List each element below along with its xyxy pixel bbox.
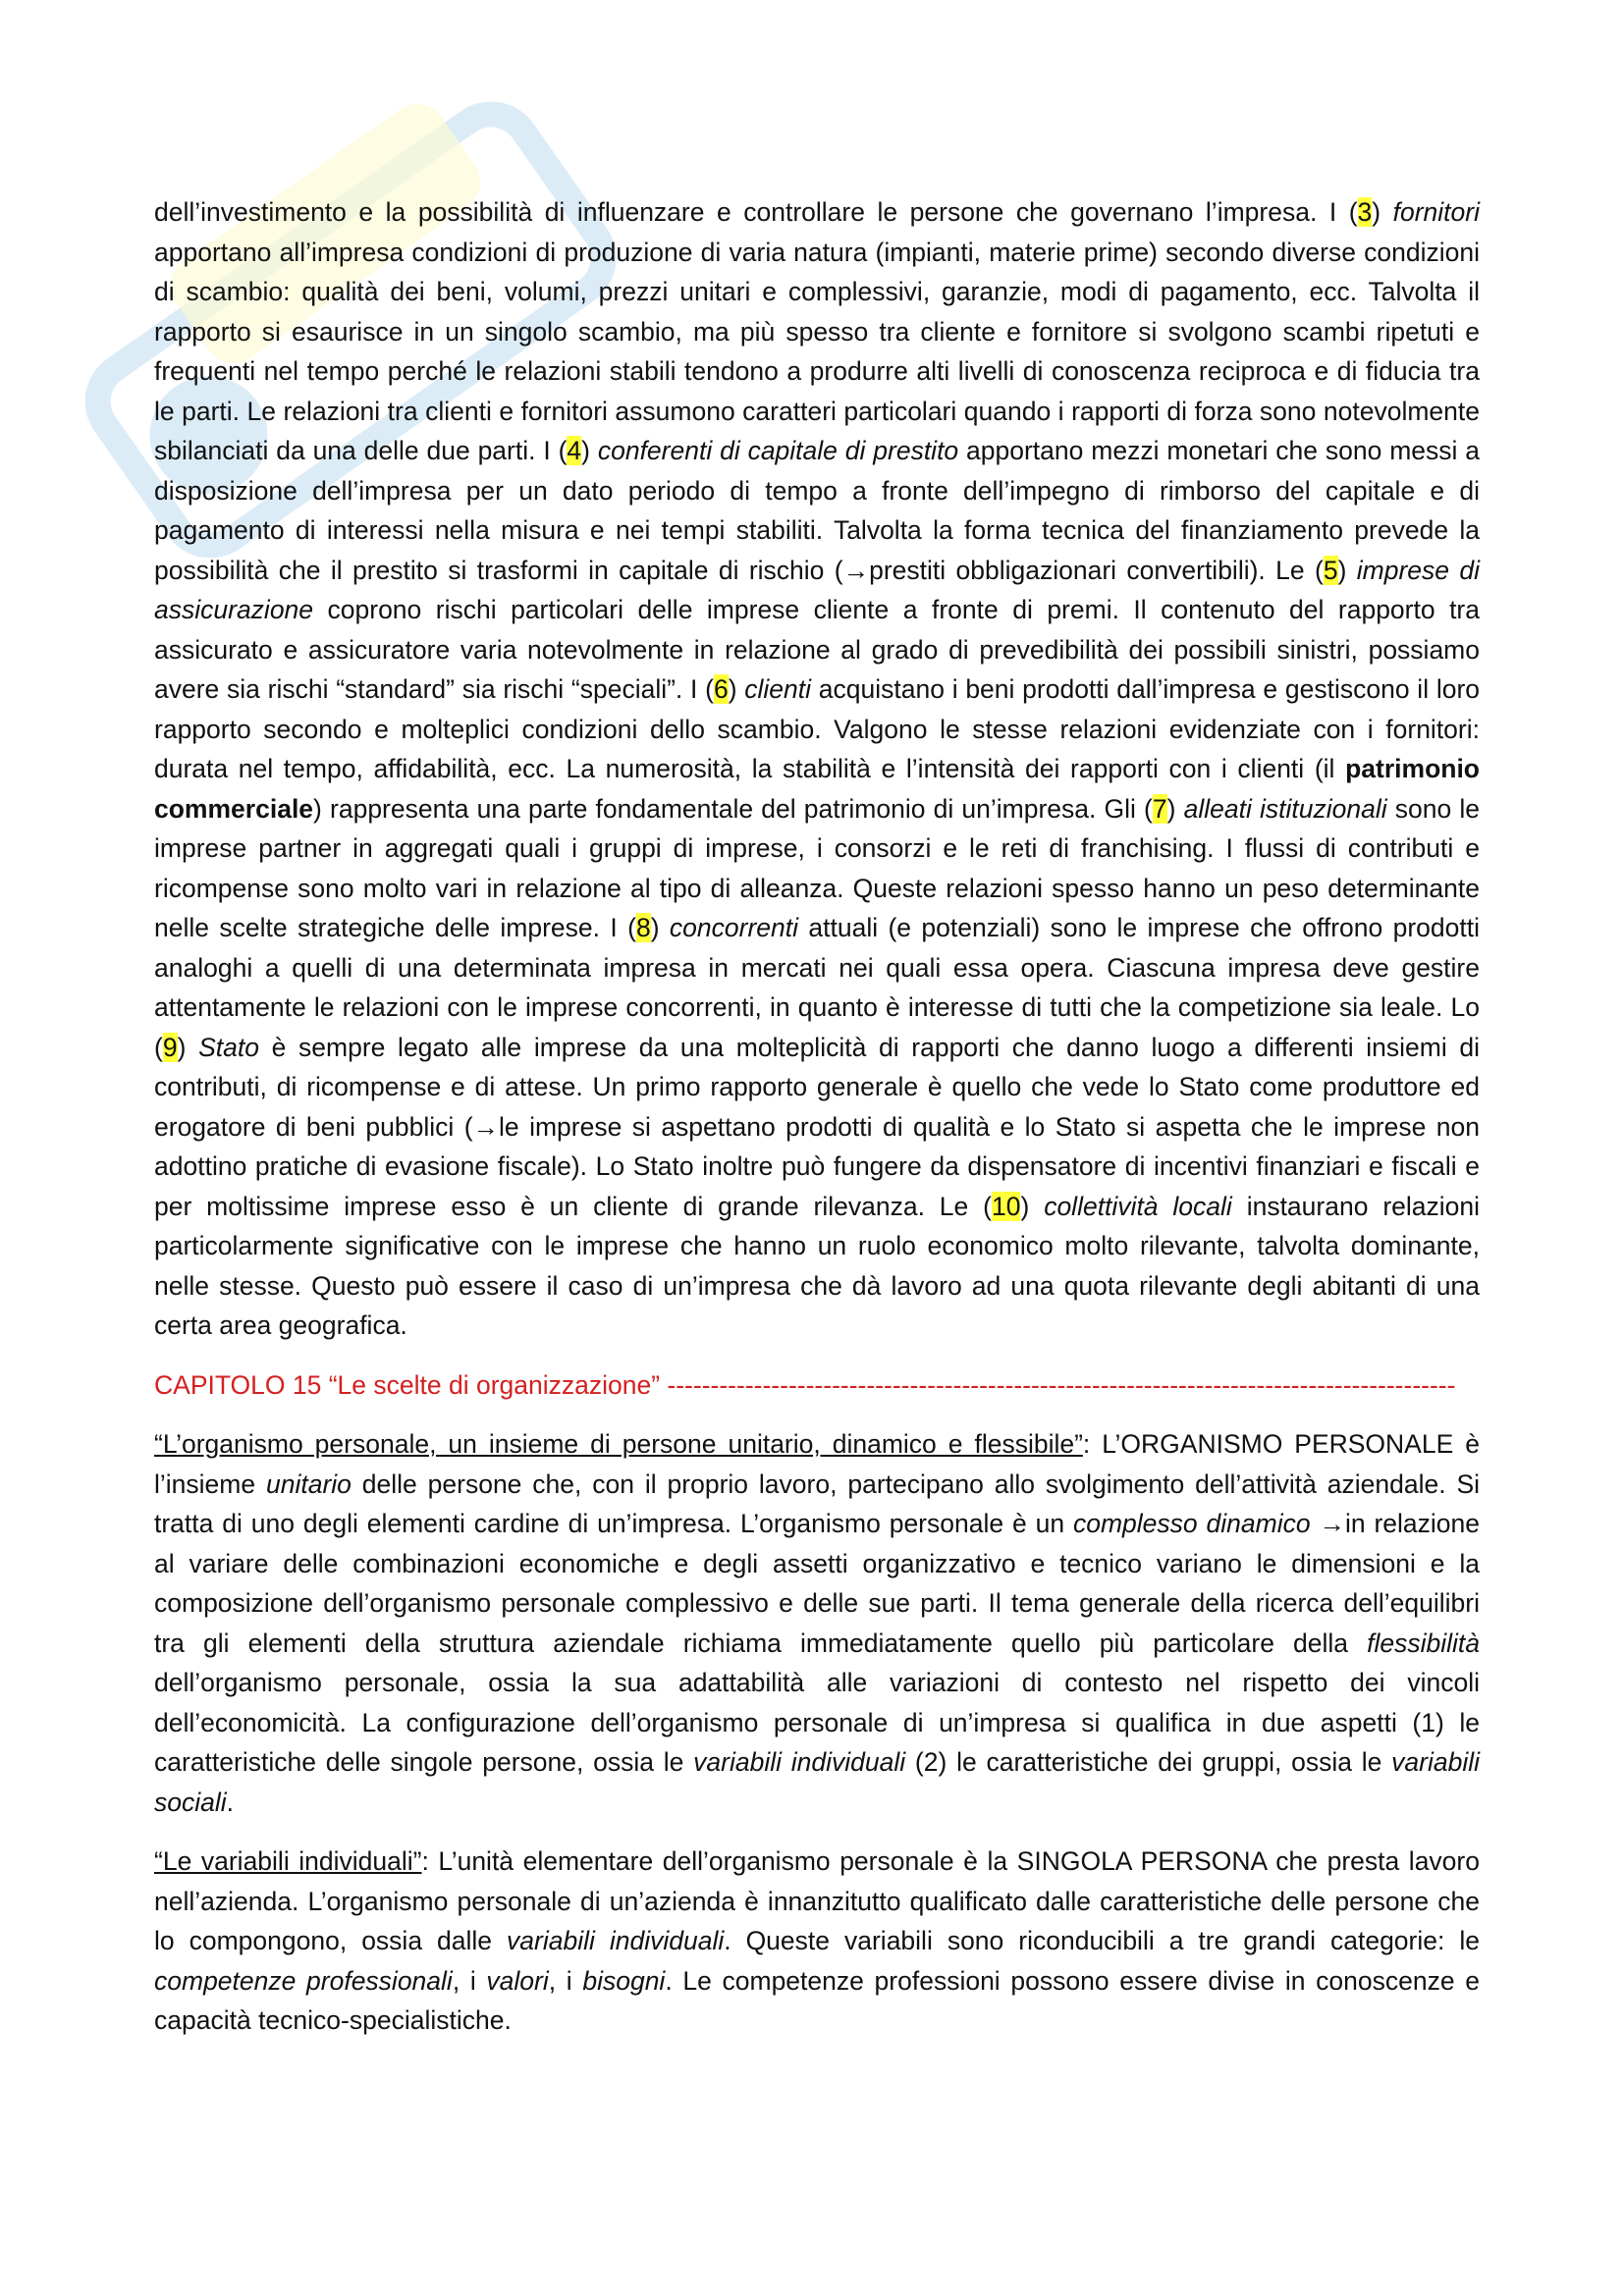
paragraph-stakeholders: dell’investimento e la possibilità di influenzare e controllare le persone che governano l’impresa. I (3) fornitori apportano all’impresa condizioni di produzione di varia natura (impianti, materie prime) secondo diverse condizioni di scambio: qualità dei beni, volumi, prezzi unitari e complessivi, garanzie, modi di pagamento, ecc. Talvolta il rapporto si esaurisce in un singolo scambio, ma più spesso tra cliente e fornitore si svolgono scambi ripetuti e frequenti nel tempo perché le relazioni stabili tendono a produrre alti livelli di conoscenza reciproca e di fiducia tra le parti. Le relazioni tra clienti e fornitori assumono caratteri particolari quando i rapporti di forza sono notevolmente sbilanciati da una delle due parti. I (4) conferenti di capitale di prestito apportano mezzi monetari che sono messi a disposizione dell’impresa per un dato periodo di tempo a fronte dell’impegno di rimborso del capitale e di pagamento di interessi nella misura e nei tempi stabiliti. Talvolta la forma tecnica del finanziamento prevede la possibilità che il prestito si trasformi in capitale di rischio (→prestiti obbligazionari convertibili). Le (5) imprese di assicurazione coprono rischi particolari delle imprese cliente a fronte di premi. Il contenuto del rapporto tra assicurato e assicuratore varia notevolmente in relazione al grado di prevedibilità dei possibili sinistri, possiamo avere sia rischi “standard” sia rischi “speciali”. I (6) clienti acquistano i beni prodotti dall’impresa e gestiscono il loro rapporto secondo e molteplici condizioni dello scambio. Valgono le stesse relazioni evidenziate con i fornitori: durata nel tempo, affidabilità, ecc. La numerosità, la stabilità e l’intensità dei rapporti con i clienti (il patrimonio commerciale) rappresenta una parte fondamentale del patrimonio di un’impresa. Gli (7) alleati istituzionali sono le imprese partner in aggregati quali i gruppi di imprese, i consorzi e le reti di franchising. I flussi di contributi e ricompense sono molto vari in relazione al tipo di alleanza. Queste relazioni spesso hanno un peso determinante nelle scelte strategiche delle imprese. I (8) concorrenti attuali (e potenziali) sono le imprese che offrono prodotti analoghi a quelli di una determinata impresa in mercati nei quali essa opera. Ciascuna impresa deve gestire attentamente le relazioni con le imprese concorrenti, in quanto è interesse di tutti che la competizione sia leale. Lo (9) Stato è sempre legato alle imprese da una molteplicità di rapporti che danno luogo a differenti insiemi di contributi, di ricompense e di attese. Un primo rapporto generale è quello che vede lo Stato come produttore ed erogatore di beni pubblici (→le imprese si aspettano prodotti di qualità e lo Stato si aspetta che le imprese non adottino pratiche di evasione fiscale). Lo Stato inoltre può fungere da dispensatore di incentivi finanziari e fiscali e per moltissime imprese esso è un cliente di grande rilevanza. Le (10) collettività locali instaurano relazioni particolarmente significative con le imprese che hanno un ruolo economico molto rilevante, talvolta dominante, nelle stesse. Questo può essere il caso di un’impresa che dà lavoro ad una quota rilevante degli abitanti di una certa area geografica. xyxy=(154,197,1481,1340)
term-italic: concorrenti xyxy=(669,913,798,942)
term-italic: Stato xyxy=(198,1032,259,1062)
term-italic: competenze professionali xyxy=(154,1965,453,1996)
term-bold: patrimonio commerciale xyxy=(154,754,1480,824)
term-italic: variabili individuali xyxy=(693,1747,906,1777)
highlighted-number: 7 xyxy=(1152,793,1167,824)
term-italic: collettività locali xyxy=(1044,1191,1232,1221)
term-italic: alleati istituzionali xyxy=(1183,793,1387,824)
section-title: “L’organismo personale, un insieme di persone unitario, dinamico e flessibile” xyxy=(154,1429,1083,1459)
term-italic: bisogni xyxy=(582,1965,666,1996)
term-italic: clienti xyxy=(744,674,812,704)
term-italic: variabili sociali xyxy=(154,1747,1480,1817)
term-italic: complesso dinamico xyxy=(1072,1509,1311,1538)
paragraph-variabili-individuali: “Le variabili individuali”: L’unità elementare dell’organismo personale è la SINGOLA PERSONA che presta lavoro nell’azienda. L’organismo personale di un’azienda è innanzitutto qualificato dalle caratteristiche delle persone che lo compongono, ossia dalle variabili individuali. Queste variabili sono riconducibili a tre grandi categorie: le competenze professionali, i valori, i bisogni. Le competenze professioni possono essere divise in conoscenze e capacità tecnico-specialistiche. xyxy=(154,1846,1480,2035)
highlighted-number: 9 xyxy=(162,1032,178,1062)
highlighted-number: 10 xyxy=(992,1191,1021,1221)
term-italic: valori xyxy=(486,1965,549,1996)
term-italic: fornitori xyxy=(1392,197,1480,227)
highlighted-number: 4 xyxy=(567,436,582,465)
highlighted-number: 8 xyxy=(635,913,651,942)
term-italic: conferenti di capitale di prestito xyxy=(597,436,959,465)
highlighted-number: 5 xyxy=(1323,555,1338,585)
term-italic: unitario xyxy=(265,1468,352,1499)
highlighted-number: 6 xyxy=(713,674,729,704)
paragraph-organismo-personale: “L’organismo personale, un insieme di persone unitario, dinamico e flessibile”: L’ORGANISMO PERSONALE è l’insieme unitario delle persone che, con il proprio lavoro, partecipano allo svolgimento dell’attività aziendale. Si tratta di uno degli elementi cardine di un’impresa. L’organismo personale è un complesso dinamico →in relazione al variare delle combinazioni economiche e degli assetti organizzativo e tecnico variano le dimensioni e la composizione dell’organismo personale complessivo e delle sue parti. Il tema generale della ricerca dell’equilibri tra gli elementi della struttura aziendale richiama immediatamente quello più particolare della flessibilità dell’organismo personale, ossia la sua adattabilità alle variazioni di contesto nel rispetto dei vincoli dell’economicità. La configurazione dell’organismo personale di un’impresa si qualifica in due aspetti (1) le caratteristiche delle singole persone, ossia le variabili individuali (2) le caratteristiche dei gruppi, ossia le variabili sociali. xyxy=(154,1429,1481,1817)
term-italic: flessibilità xyxy=(1367,1628,1480,1658)
highlighted-number: 3 xyxy=(1357,197,1373,227)
section-title: “Le variabili individuali” xyxy=(154,1846,422,1876)
term-italic: variabili individuali xyxy=(507,1926,725,1955)
document-body xyxy=(154,192,1480,2041)
term-italic: imprese di assicurazione xyxy=(154,555,1481,624)
chapter-heading: CAPITOLO 15 “Le scelte di organizzazione” ------------------------------------------------------------------------------------------- xyxy=(154,1369,1456,1400)
